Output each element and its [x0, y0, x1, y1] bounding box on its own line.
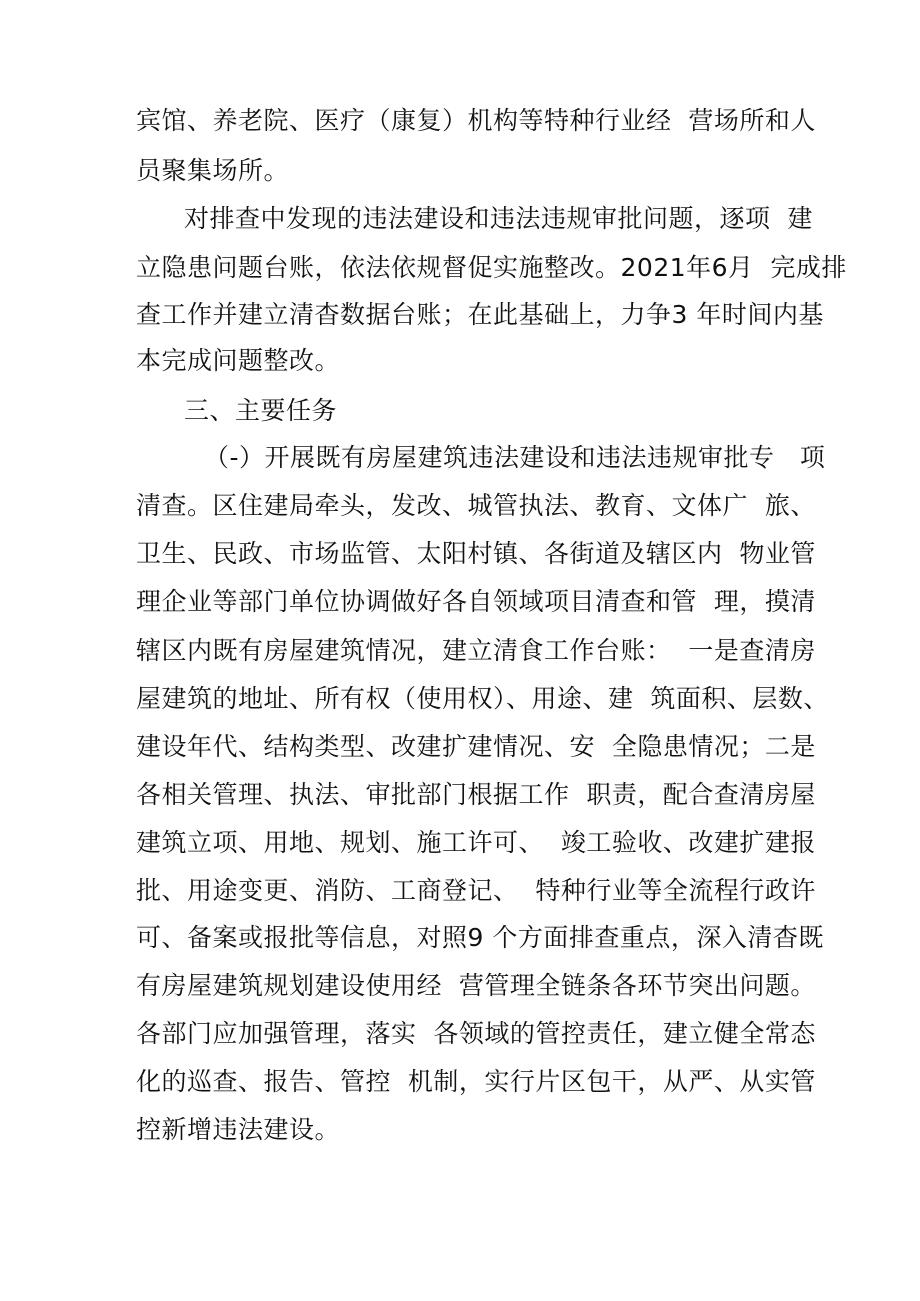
text-line: 屋建筑的地址、所有权（使用权）、用途、建 筑面积、层数、 — [136, 684, 829, 713]
text-line: 有房屋建筑规划建设使用经 营管理全链条各环节突出问题。 — [136, 971, 816, 1000]
text-line: 卫生、民政、市场监管、太阳村镇、各街道及辖区内 物业管 — [136, 539, 816, 568]
text-line: 理企业等部门单位协调做好各自领域项目清查和管 理，摸清 — [136, 587, 816, 616]
text-line: 辖区内既有房屋建筑情况，建立清食工作台账： 一是查清房 — [136, 636, 816, 665]
text-line: 可、备案或报批等信息，对照9 个方面排查重点，深入清杳既 — [136, 923, 824, 952]
text-line: 员聚集场所。 — [136, 156, 290, 185]
text-line: 立隐患问题台账，依法依规督促实施整改。2021年6月 完成排 — [136, 253, 847, 282]
text-line: 查工作并建立清杳数据台账；在此基础上，力争3 年时间内基 — [136, 300, 824, 329]
text-line: 本完成问题整改。 — [136, 346, 341, 375]
paragraph-start-line: （-）开展既有房屋建筑违法建设和违法违规审批专 项 — [204, 443, 826, 472]
text-line: 建筑立项、用地、规划、施工许可、 竣工验收、改建扩建报 — [136, 828, 816, 857]
text-line: 批、用途变更、消防、工商登记、 特种行业等全流程行政许 — [136, 876, 816, 905]
text-line: 清查。区住建局牵头，发改、城管执法、教育、文体广 旅、 — [136, 491, 816, 520]
text-line: 各相关管理、执法、审批部门根据工作 职责，配合查清房屋 — [136, 780, 816, 809]
text-line: 控新增违法建设。 — [136, 1115, 341, 1144]
paragraph-start-line: 对排查中发现的违法建设和违法违规审批问题，逐项 建 — [184, 204, 813, 233]
text-line: 化的巡查、报告、管控 机制，实行片区包干，从严、从实管 — [136, 1067, 816, 1096]
text-line: 各部门应加强管理，落实 各领域的管控责任，建立健全常态 — [136, 1019, 816, 1048]
section-heading: 三、主要任务 — [184, 396, 338, 425]
text-line: 建设年代、结构类型、改建扩建情况、安 全隐患情况；二是 — [136, 732, 816, 761]
text-line: 宾馆、养老院、医疗（康复）机构等特种行业经 营场所和人 — [136, 106, 816, 135]
